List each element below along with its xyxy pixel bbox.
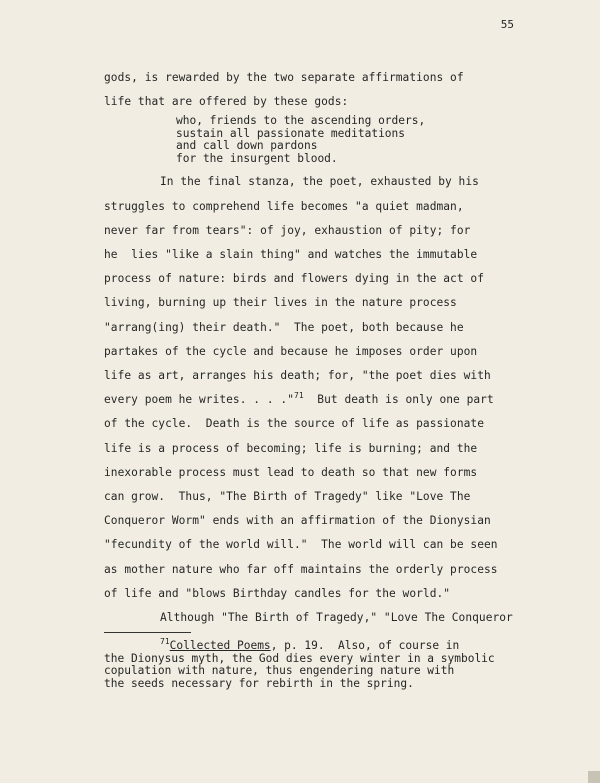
quote-line: and call down pardons: [176, 139, 318, 153]
footnote-line: copulation with nature, thus engendering nature with: [104, 664, 455, 677]
quote-line: who, friends to the ascending orders,: [176, 114, 426, 128]
footnote-number: 71: [160, 637, 170, 646]
text-line: he lies "like a slain thing" and watches the immutable: [104, 248, 478, 262]
footnote-title: Collected Poems: [169, 639, 271, 652]
text-line: life as art, arranges his death; for, "the poet dies with: [104, 369, 491, 383]
text-line: In the final stanza, the poet, exhausted by his: [160, 175, 479, 189]
footnote-line: the Dionysus myth, the God dies every winter in a symbolic: [104, 651, 495, 665]
text-line: living, burning up their lives in the nature process: [104, 296, 457, 310]
text-line: of the cycle. Death is the source of life as passionate: [104, 417, 484, 431]
footnote-divider: [104, 632, 191, 633]
footnote-line: [104, 637, 554, 653]
text-line: process of nature: birds and flowers dying in the act of: [104, 272, 484, 286]
footnote: [104, 637, 554, 690]
text-line: "fecundity of the world will." The world will can be seen: [104, 538, 498, 552]
text-line: as mother nature who far off maintains the orderly process: [104, 562, 498, 576]
page-number: 55: [500, 18, 514, 31]
text-line: inexorable process must lead to death so that new forms: [104, 465, 478, 479]
footnote-text: , p. 19. Also, of course in: [270, 639, 460, 652]
text-line: life that are offered by these gods:: [104, 95, 349, 109]
footnote-line: the seeds necessary for rebirth in the spring.: [104, 676, 414, 690]
text-line: "arrang(ing) their death." The poet, both because he: [104, 320, 464, 334]
text-segment: every poem he writes. . . .": [104, 393, 294, 407]
text-line: struggles to comprehend life becomes "a quiet madman,: [104, 199, 464, 213]
text-line-with-footnote-ref: [104, 388, 544, 412]
text-line: can grow. Thus, "The Birth of Tragedy" like "Love The: [104, 490, 471, 504]
text-line: Conqueror Worm" ends with an affirmation of the Dionysian: [104, 514, 491, 528]
block-quote: [176, 115, 544, 165]
scan-corner: [588, 771, 600, 783]
quote-line: sustain all passionate meditations: [176, 126, 406, 140]
quote-line: for the insurgent blood.: [176, 151, 338, 165]
text-line: never far from tears": of joy, exhaustion of pity; for: [104, 223, 471, 237]
body-text: [104, 66, 544, 630]
text-line: of life and "blows Birthday candles for the world.": [104, 586, 451, 600]
text-line: life is a process of becoming; life is burning; and the: [104, 441, 478, 455]
text-line: Although "The Birth of Tragedy," "Love The Conqueror: [160, 611, 513, 625]
footnote-reference: 71: [294, 391, 304, 401]
text-segment: But death is only one part: [303, 393, 494, 407]
text-line: partakes of the cycle and because he imposes order upon: [104, 344, 478, 358]
text-line: gods, is rewarded by the two separate affirmations of: [104, 71, 464, 84]
